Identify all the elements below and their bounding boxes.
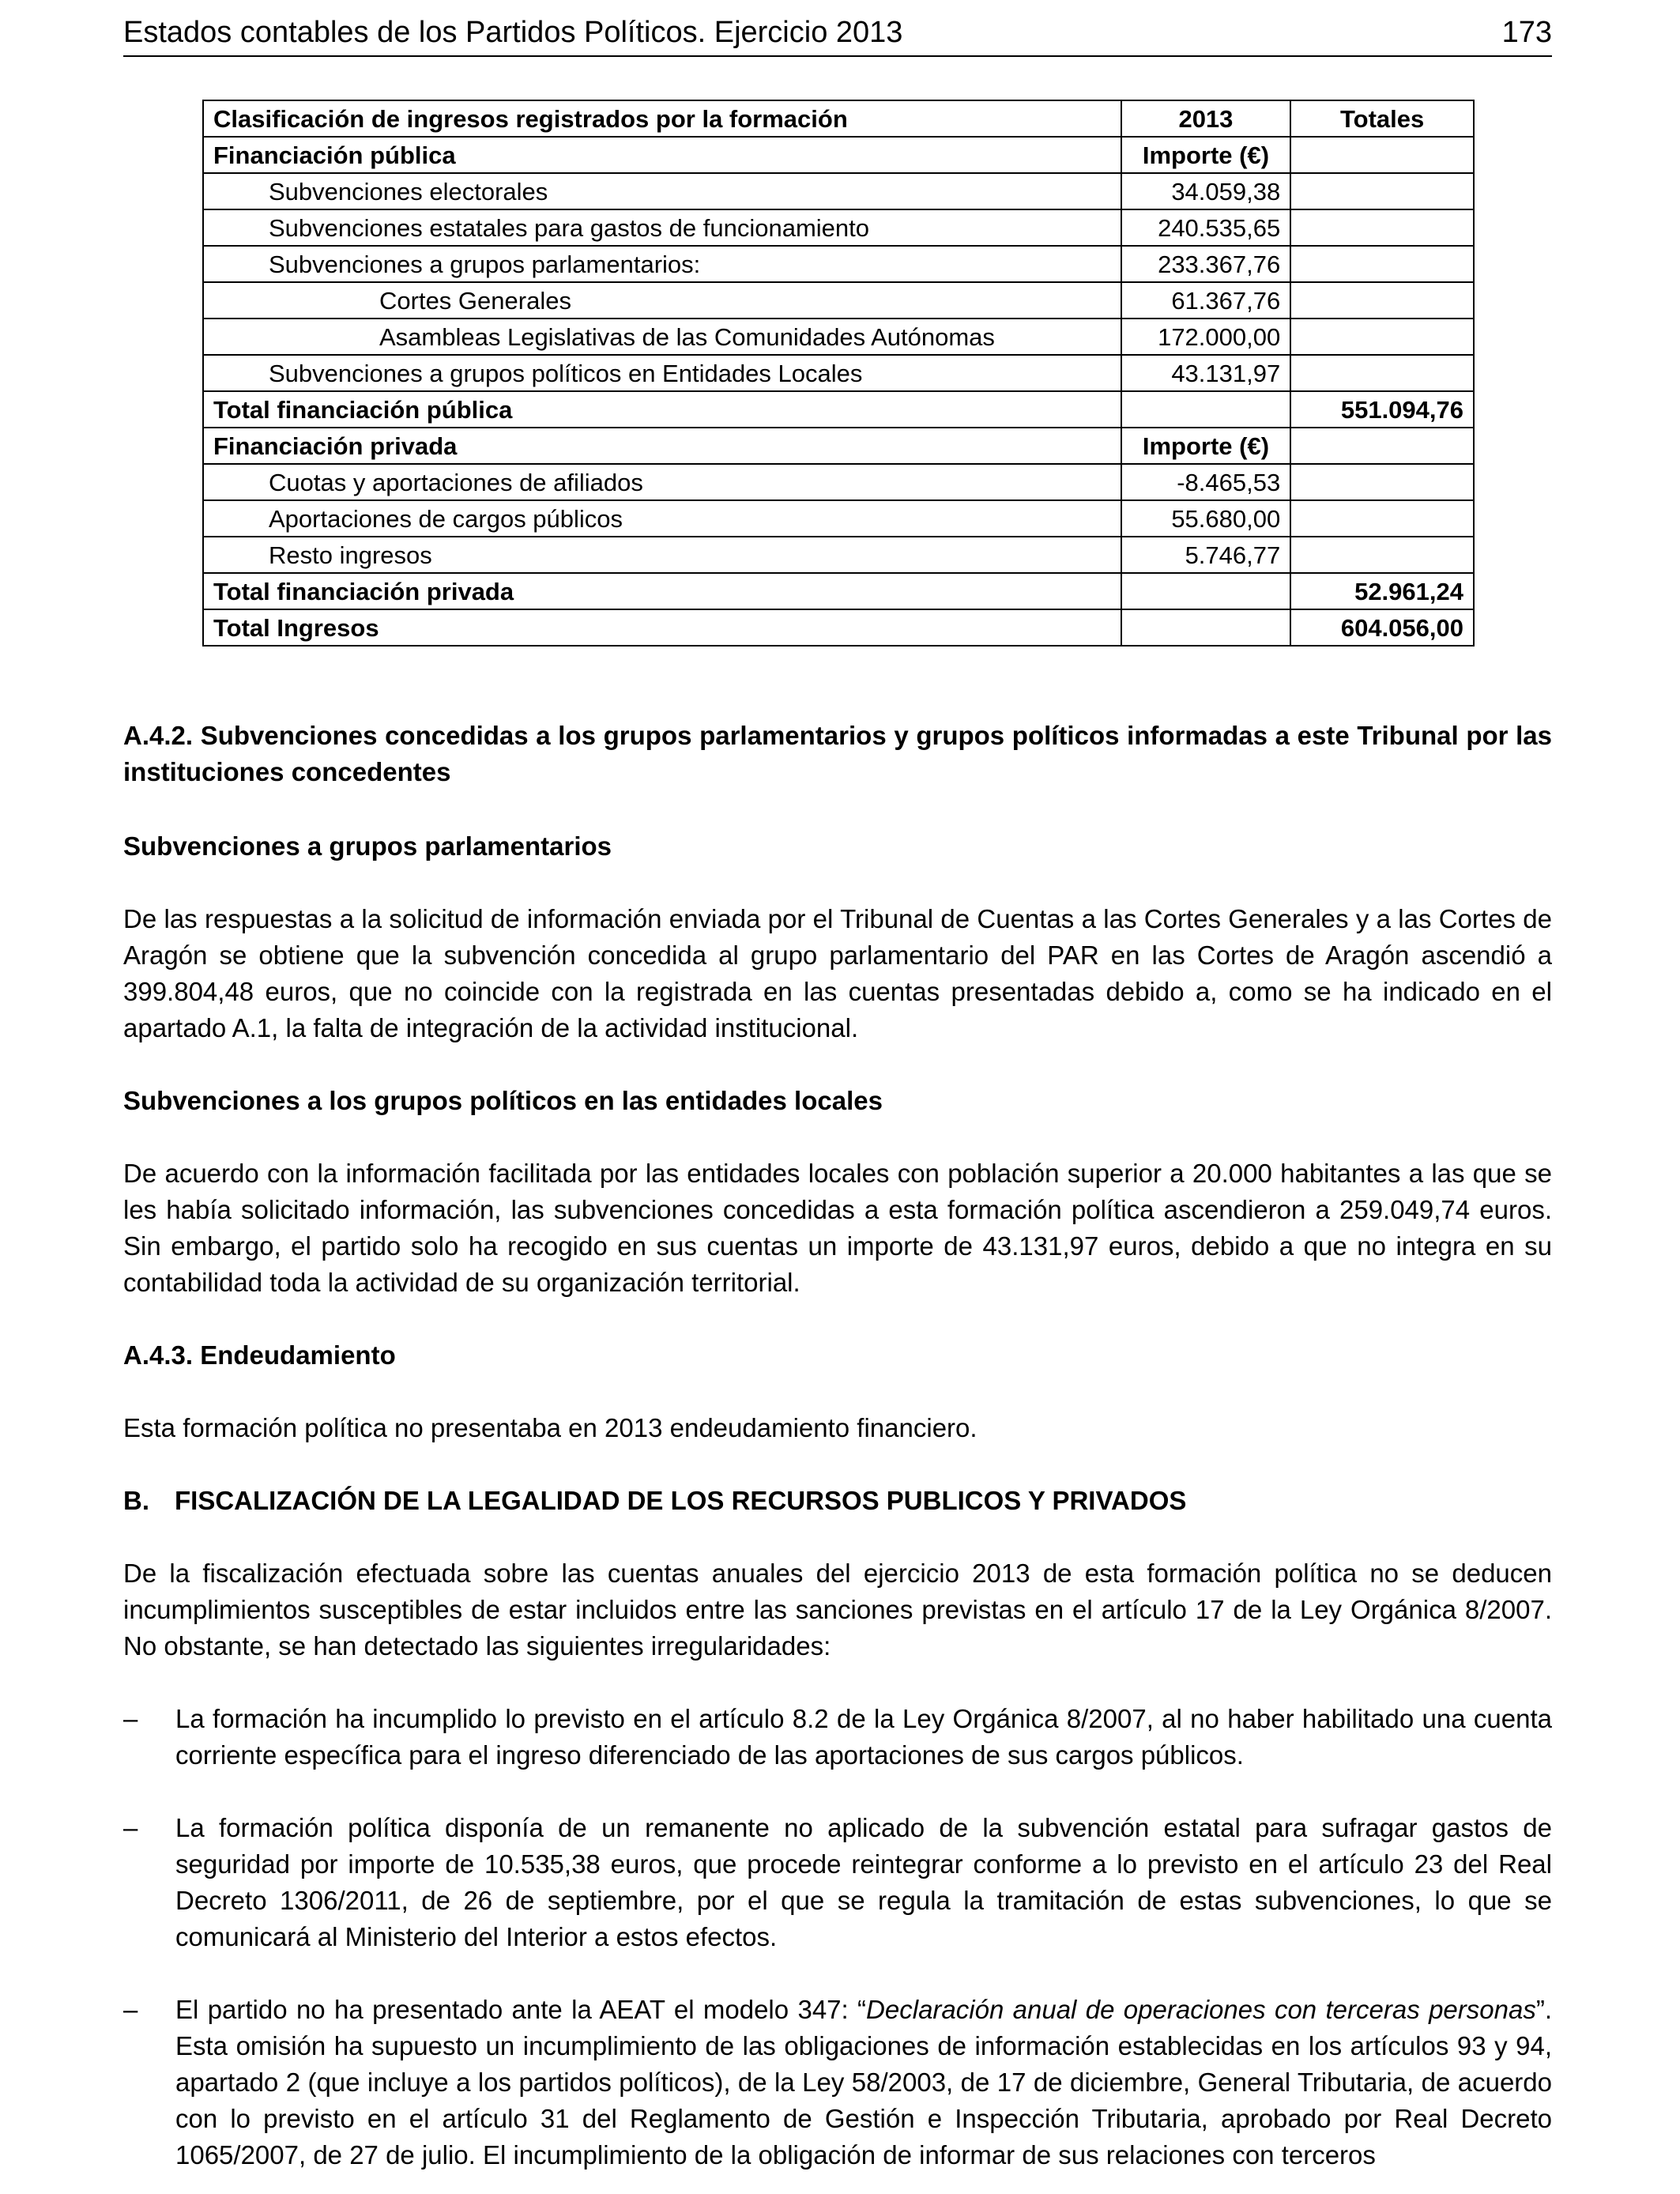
table-header-cell: 2013 [1121,100,1291,137]
subsection-local-text: De acuerdo con la información facilitada por las entidades locales con población superior a 20.000 habitantes a las que se les había solicitado información, las subvenciones concedidas a esta formación política ascendieron a 259.049,74 euros. Sin embargo, el partido solo ha recogido en sus cuentas un importe de 43.131,97 euros, debido a que no integra en su contabilidad toda la actividad de su organización territorial. [123,1159,1552,1297]
row-value: 34.059,38 [1121,173,1291,209]
row-value: -8.465,53 [1121,464,1291,500]
row-total [1290,537,1474,573]
row-label: Cortes Generales [203,282,1121,319]
page-number: 173 [1501,16,1552,49]
row-label: Asambleas Legislativas de las Comunidades Autónomas [203,319,1121,355]
row-total [1290,137,1474,173]
row-total: 551.094,76 [1290,391,1474,428]
table-row [203,500,1474,537]
section-b-heading [123,1483,1552,1519]
list-item [123,1810,1552,1955]
table-row [203,137,1474,173]
bullet-dash: – [123,1704,138,1733]
bullet-dash: – [123,1995,138,2024]
row-label: Subvenciones estatales para gastos de funcionamiento [203,209,1121,246]
row-value: 5.746,77 [1121,537,1291,573]
row-label: Aportaciones de cargos públicos [203,500,1121,537]
header-title: Estados contables de los Partidos Políticos. Ejercicio 2013 [123,16,903,49]
table-row [203,537,1474,573]
bullet-text: La formación ha incumplido lo previsto en el artículo 8.2 de la Ley Orgánica 8/2007, al no haber habilitado una cuenta corriente específica para el ingreso diferenciado de las aportaciones de sus cargos públicos. [175,1704,1552,1770]
row-total: 52.961,24 [1290,573,1474,609]
table-header-cell: Totales [1290,100,1474,137]
table-row [203,209,1474,246]
bullet-text-start: El partido no ha presentado ante la AEAT el modelo 347: “ [175,1995,867,2024]
section-a43-text: Esta formación política no presentaba en 2013 endeudamiento financiero. [123,1413,977,1442]
row-value [1121,391,1291,428]
row-total [1290,500,1474,537]
subsection-parliamentary-heading: Subvenciones a grupos parlamentarios [123,831,612,861]
table-header-cell: Clasificación de ingresos registrados por la formación [203,100,1121,137]
row-value: 240.535,65 [1121,209,1291,246]
list-item [123,1992,1552,2173]
row-label: Subvenciones electorales [203,173,1121,209]
row-total: 604.056,00 [1290,609,1474,646]
table-row [203,355,1474,391]
row-label: Cuotas y aportaciones de afiliados [203,464,1121,500]
section-a43-heading: A.4.3. Endeudamiento [123,1340,396,1370]
row-label: Total Ingresos [203,609,1121,646]
row-value: Importe (€) [1121,137,1291,173]
table-row [203,464,1474,500]
row-label: Financiación pública [203,137,1121,173]
bullet-text [175,1992,1552,2173]
table-row [203,391,1474,428]
list-item [123,1701,1552,1774]
bullet-text-italic: Declaración anual de operaciones con terceras personas [866,1995,1536,2024]
section-b-title: FISCALIZACIÓN DE LA LEGALIDAD DE LOS RECURSOS PUBLICOS Y PRIVADOS [175,1486,1187,1515]
row-label: Resto ingresos [203,537,1121,573]
table-row [203,428,1474,464]
row-value: 43.131,97 [1121,355,1291,391]
subsection-parliamentary-text: De las respuestas a la solicitud de información enviada por el Tribunal de Cuentas a las Cortes Generales y a las Cortes de Aragón se obtiene que la subvención concedida al grupo parlamentario del PAR en las Cortes de Aragón ascendió a 399.804,48 euros, que no coincide con la registrada en las cuentas presentadas debido a, como se ha indicado en el apartado A.1, la falta de integración de la actividad institucional. [123,904,1552,1042]
row-value: Importe (€) [1121,428,1291,464]
bullet-dash: – [123,1813,138,1842]
row-value: 61.367,76 [1121,282,1291,319]
row-total [1290,355,1474,391]
bullet-text-end: ”. Esta omisión ha supuesto un incumplimiento de las obligaciones de información establecidas en los artículos 93 y 94, apartado 2 (que incluye a los partidos políticos), de la Ley 58/2003, de 17 de diciembre, General Tributaria, de acuerdo con lo previsto en el artículo 31 del Reglamento de Gestión e Inspección Tributaria, aprobado por Real Decreto 1065/2007, de 27 de julio. El incumplimiento de la obligación de informar de sus relaciones con terceros [175,1995,1552,2169]
row-total [1290,246,1474,282]
row-value: 172.000,00 [1121,319,1291,355]
row-total [1290,319,1474,355]
row-label: Subvenciones a grupos políticos en Entidades Locales [203,355,1121,391]
row-value: 55.680,00 [1121,500,1291,537]
table-header-row [203,100,1474,137]
subsection-local-heading: Subvenciones a los grupos políticos en las entidades locales [123,1086,883,1115]
page-header [123,16,1552,57]
table-row [203,609,1474,646]
row-label: Total financiación pública [203,391,1121,428]
row-total [1290,428,1474,464]
row-label: Total financiación privada [203,573,1121,609]
row-value [1121,573,1291,609]
row-total [1290,173,1474,209]
section-a42-heading: A.4.2. Subvenciones concedidas a los grupos parlamentarios y grupos políticos informadas a este Tribunal por las instituciones concedentes [123,721,1552,786]
row-total [1290,464,1474,500]
table-row [203,319,1474,355]
row-total [1290,209,1474,246]
bullet-text: La formación política disponía de un remanente no aplicado de la subvención estatal para sufragar gastos de seguridad por importe de 10.535,38 euros, que procede reintegrar conforme a lo previsto en el artículo 23 del Real Decreto 1306/2011, de 26 de septiembre, por el que se regula la tramitación de estas subvenciones, lo que se comunicará al Ministerio del Interior a estos efectos. [175,1813,1552,1951]
row-value: 233.367,76 [1121,246,1291,282]
row-label: Subvenciones a grupos parlamentarios: [203,246,1121,282]
section-b-label: B. [123,1486,149,1515]
row-total [1290,282,1474,319]
table-row [203,282,1474,319]
row-value [1121,609,1291,646]
row-label: Financiación privada [203,428,1121,464]
income-classification-table [202,100,1475,647]
table-row [203,573,1474,609]
section-b-intro: De la fiscalización efectuada sobre las cuentas anuales del ejercicio 2013 de esta formación política no se deducen incumplimientos susceptibles de estar incluidos entre las sanciones previstas en el artículo 17 de la Ley Orgánica 8/2007. No obstante, se han detectado las siguientes irregularidades: [123,1559,1552,1661]
table-row [203,173,1474,209]
table-row [203,246,1474,282]
